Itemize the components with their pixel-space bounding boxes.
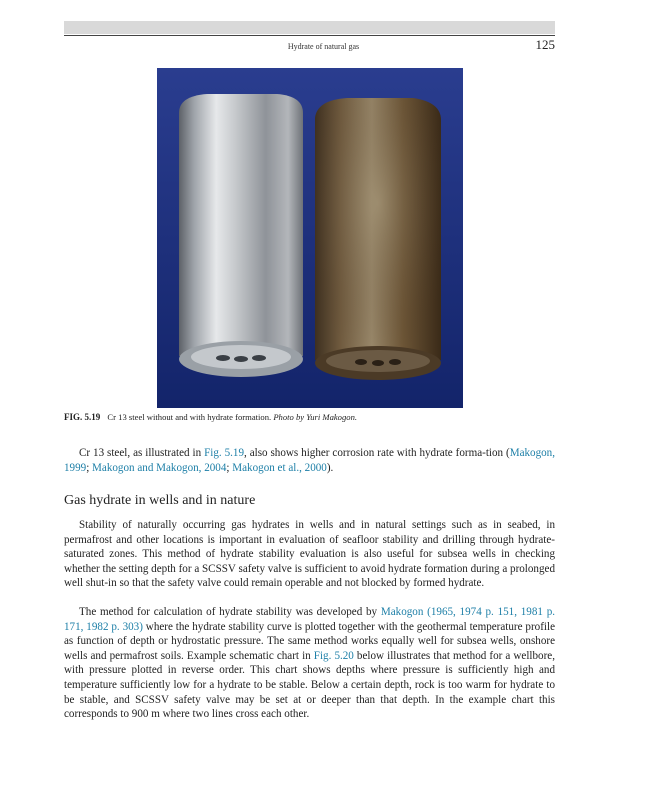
header-rule (64, 35, 555, 36)
makogon-2000-link[interactable]: Makogon et al., 2000 (232, 461, 327, 474)
makogon-1999-link[interactable]: Makogon, 1999 (64, 447, 555, 474)
para1-text: , also shows higher corrosion rate with hydrate forma-tion ( (244, 447, 510, 459)
figure-caption (64, 412, 555, 422)
header-bar (64, 21, 555, 34)
page-number: 125 (535, 37, 555, 52)
figure-label: FIG. 5.19 (64, 412, 101, 422)
clean-steel-cylinder (179, 94, 303, 377)
running-title: Hydrate of natural gas (287, 42, 360, 51)
paragraph-stability (64, 518, 555, 591)
para1-text: ; (226, 461, 233, 474)
para3-text: below illustrates that method for a wellbore, with pressure plotted in reverse order. This chart shows depths where pressure is sufficiently high and temperature sufficiently low for a hydrate to be stable. Below a certain depth, rock is too warm for hydrate to be stable, and SCSSV safety valve may be set at or deeper than that depth. In the example chart this corresponds to 900 m where two lines cross each other. (64, 649, 555, 721)
para1-text: ). (326, 461, 334, 474)
para3-text: where the hydrate stability curve is plotted together with the geothermal temperature profile as function of depth or hydrostatic pressure. The same method works equally well for subsea wells, onshore wells and permafrost soils. Example schematic chart in (64, 620, 556, 662)
caption-text: Cr 13 steel without and with hydrate formation. (107, 412, 272, 422)
fig-5-20-link[interactable]: Fig. 5.20 (313, 649, 354, 662)
corroded-steel-cylinder (315, 98, 441, 380)
steel-cylinders-photo (157, 68, 463, 408)
makogon-2004-link[interactable]: Makogon and Makogon, 2004 (92, 461, 227, 474)
section-heading: Gas hydrate in wells and in nature (64, 493, 256, 508)
fig-5-19-link[interactable]: Fig. 5.19 (204, 447, 244, 459)
makogon-1965-link[interactable]: Makogon (1965, 1974 p. 151, 1981 p. 171, 1982 p. 303) (64, 606, 556, 633)
para2-text: Stability of naturally occurring gas hydrates in wells and in natural settings such as in seabed, in permafrost and other locations is important in evaluation of seafloor stability and drilling through hydrate-saturated zones. This method of hydrate stability evaluation is also useful for subsea wells in checking whether the setting depth for a SCSSV safety valve is sufficient to avoid hydrate formation during a prolonged well shut-in so that the safety valve could remain operable and not blocked by formed hydrate. (64, 519, 556, 590)
para3-text: The method for calculation of hydrate stability was developed by (79, 606, 381, 618)
paragraph-method (64, 605, 555, 722)
photo-credit: Photo by Yuri Makogon. (273, 412, 358, 422)
figure-photo (157, 68, 463, 408)
paragraph-corrosion (64, 446, 555, 475)
para1-text: ; (86, 461, 93, 474)
para1-text: Cr 13 steel, as illustrated in (79, 447, 205, 459)
